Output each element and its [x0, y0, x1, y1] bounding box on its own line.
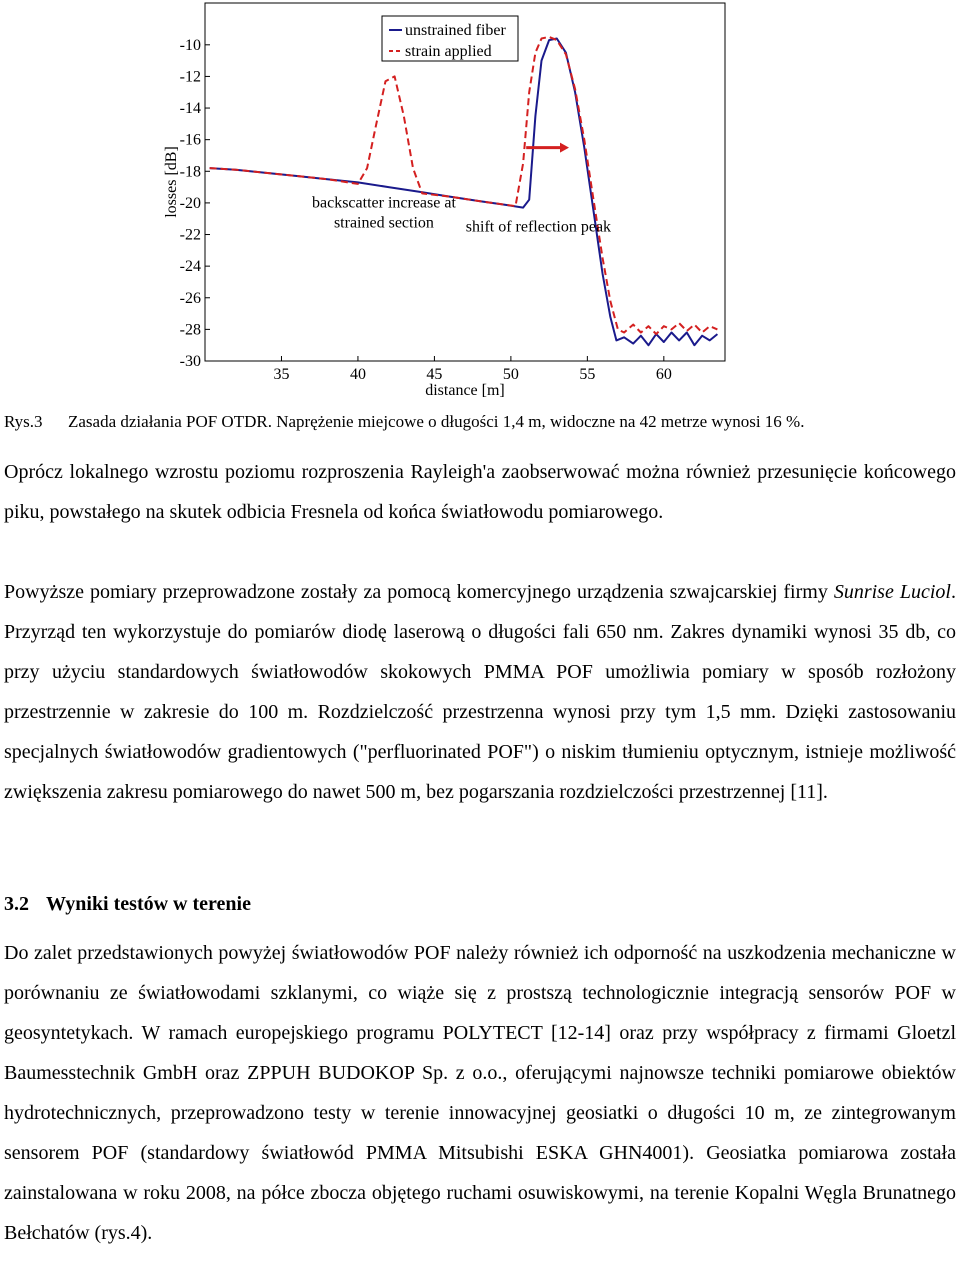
y-tick-label: -16 [179, 131, 201, 149]
y-tick-label: -18 [179, 163, 201, 181]
legend-label: strain applied [405, 43, 492, 60]
caption-number: Rys.3 [4, 412, 43, 431]
x-tick-label: 60 [655, 366, 672, 383]
caption-text: Zasada działania POF OTDR. Naprężenie miejcowe o długości 1,4 m, widoczne na 42 metrze wynosi 16 %. [68, 412, 805, 431]
x-tick-label: 45 [426, 366, 443, 383]
paragraph-measurement-device [4, 572, 956, 812]
y-tick-label: -12 [179, 68, 201, 86]
paragraph2-part1: Powyższe pomiary przeprowadzone zostały za pomocą komercyjnego urządzenia szwajcarskiej firmy [4, 581, 834, 603]
paragraph2-part2: . Przyrząd ten wykorzystuje do pomiarów diodę laserową o długości fali 650 nm. Zakres dynamiki wynosi 35 db, co przy użyciu standardowych światłowodów skokowych PMMA POF umożliwia pomiary w sposób rozłożony przestrzennie w zakresie do 100 m. Rozdzielczość przestrzenna wynosi przy tym 1,5 mm. Dzięki zastosowaniu specjalnych światłowodów gradientowych ("perfluorinated POF") o niskim tłumieniu optycznym, istnieje możliwość zwiększenia zakresu pomiarowego do nawet 500 m, bez pogarszania rozdzielczości przestrzennej [11]. [4, 581, 956, 803]
y-axis-label: losses [dB] [163, 146, 180, 218]
figure-caption [4, 412, 804, 432]
section-number: 3.2 [4, 893, 29, 915]
y-tick-label: -28 [179, 321, 201, 339]
x-tick-label: 50 [502, 366, 519, 383]
y-tick-label: -20 [179, 194, 201, 212]
y-tick-label: -26 [179, 289, 201, 307]
section-title: Wyniki testów w terenie [46, 893, 251, 915]
y-tick-label: -14 [179, 100, 201, 118]
y-tick-label: -24 [179, 258, 201, 276]
x-tick-label: 40 [349, 366, 366, 383]
y-tick-label: -30 [179, 353, 201, 370]
y-tick-label: -10 [179, 36, 201, 54]
y-tick-label: -22 [179, 226, 201, 244]
annotation-text: backscatter increase at [311, 194, 456, 212]
x-tick-label: 35 [273, 366, 290, 383]
x-axis-label: distance [m] [425, 382, 505, 399]
otdr-chart [0, 0, 960, 400]
paragraph-reflection-shift: Oprócz lokalnego wzrostu poziomu rozproszenia Rayleigh'a zaobserwować można również przesunięcie końcowego piku, powstałego na skutek odbicia Fresnela od końca światłowodu pomiarowego. [4, 461, 956, 523]
annotation-text: strained section [333, 214, 434, 232]
section-heading [4, 893, 251, 916]
paragraph-field-tests: Do zalet przedstawionych powyżej światłowodów POF należy również ich odporność na uszkodzenia mechaniczne w porównaniu ze światłowodami szklanymi, co wiąże się z prostszą technologicznie integracją sensorów POF w geosyntetykach. W ramach europejskiego programu POLYTECT [12-14] oraz przy współpracy z firmami Gloetzl Baumesstechnik GmbH oraz ZPPUH BUDOKOP Sp. z o.o., oferującymi najnowsze techniki pomiarowe obiektów hydrotechnicznych, przeprowadzono testy w terenie innowacyjnej geosiatki o długości 10 m, ze zintegrowanym sensorem POF (standardowy światłowód PMMA Mitsubishi ESKA GHN4001). Geosiatka pomiarowa została zainstalowana w roku 2008, na półce zbocza objętego ruchami osuwiskowymi, na terenie Kopalni Węgla Brunatnego Bełchatów (rys.4). [4, 942, 956, 1244]
annotation-text: shift of reflection peak [465, 218, 612, 236]
x-tick-label: 55 [579, 366, 596, 383]
company-name: Sunrise Luciol [833, 581, 951, 603]
legend-label: unstrained fiber [405, 22, 506, 39]
legend [382, 16, 518, 61]
